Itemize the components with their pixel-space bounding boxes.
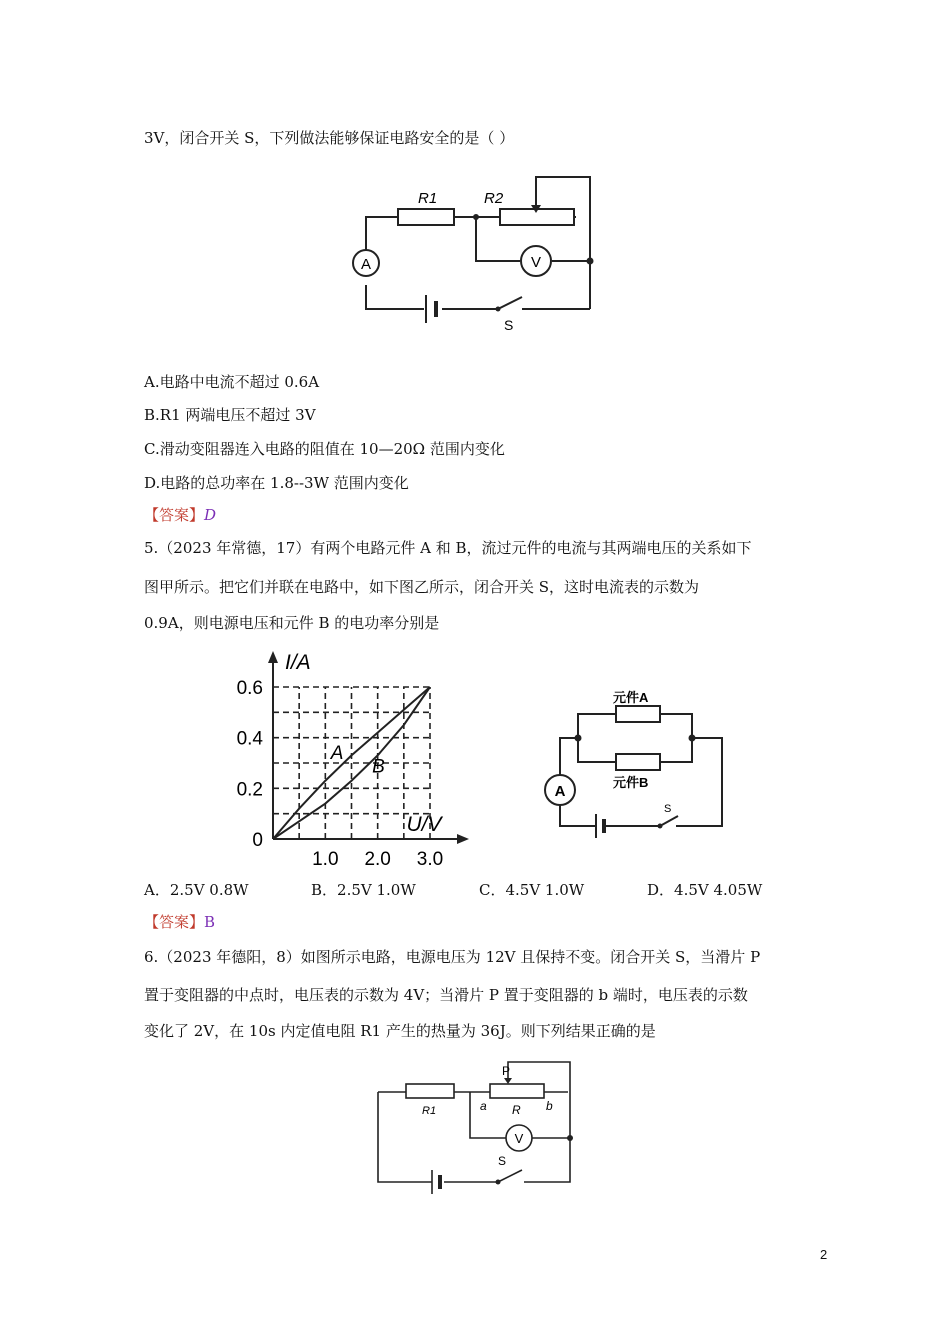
q5-switch-icon <box>660 816 678 826</box>
q4-stem: 3V，闭合开关 S，下列做法能够保证电路安全的是（ ） <box>144 129 515 147</box>
y-tick-label: 0 <box>252 830 263 851</box>
svg-text:R: R <box>512 1103 521 1117</box>
q4-answer-value: D <box>204 506 217 524</box>
q6-rheostat <box>490 1084 544 1098</box>
svg-text:S: S <box>504 317 514 333</box>
q4-circuit-figure <box>340 165 608 341</box>
series-label-A: A <box>330 743 344 764</box>
q4-answer <box>144 504 216 525</box>
y-tick-label: 0.6 <box>236 678 263 699</box>
q5-element-b <box>616 754 660 770</box>
svg-text:R1: R1 <box>418 190 438 207</box>
svg-text:b: b <box>546 1099 553 1113</box>
q4-option-b: B.R1 两端电压不超过 3V <box>144 406 316 424</box>
y-tick-label: 0.2 <box>236 779 263 801</box>
y-axis-arrow-icon <box>268 651 278 663</box>
svg-text:S: S <box>498 1154 507 1168</box>
svg-text:V: V <box>530 254 542 271</box>
y-tick-label: 0.4 <box>236 728 263 750</box>
q5-option-c: C．4.5V 1.0W <box>479 881 585 899</box>
q4-answer-label: 【答案】 <box>144 506 205 524</box>
q6-stem-line2: 置于变阻器的中点时，电压表的示数为 4V；当滑片 P 置于变阻器的 b 端时，电压表的示数 <box>144 986 748 1004</box>
q6-stem-line1: 6.（2023 年德阳，8）如图所示电路，电源电压为 12V 且保持不变。闭合开关 S，当滑片 P <box>144 948 761 966</box>
svg-text:a: a <box>480 1099 487 1113</box>
q5-iv-chart <box>225 645 485 870</box>
q5-stem-line2: 图甲所示。把它们并联在电路中，如下图乙所示，闭合开关 S，这时电流表的示数为 <box>144 578 700 596</box>
svg-text:A: A <box>360 256 372 273</box>
y-axis-label: I/A <box>285 651 311 674</box>
series-label-B: B <box>372 756 385 778</box>
x-tick-label: 3.0 <box>416 849 444 870</box>
q5-option-b: B．2.5V 1.0W <box>311 881 416 899</box>
q6-circuit-figure <box>370 1058 585 1198</box>
svg-text:V: V <box>514 1131 524 1146</box>
q5-answer-value: B <box>204 913 216 931</box>
q5-stem-line3: 0.9A，则电源电压和元件 B 的电功率分别是 <box>144 614 440 632</box>
q6-switch-icon <box>498 1170 522 1182</box>
q4-option-c: C.滑动变阻器连入电路的阻值在 10—20Ω 范围内变化 <box>144 440 505 458</box>
svg-text:P: P <box>502 1064 511 1078</box>
q4-option-d: D.电路的总功率在 1.8--3W 范围内变化 <box>144 474 409 492</box>
svg-text:R1: R1 <box>422 1105 437 1117</box>
x-axis-arrow-icon <box>457 834 469 844</box>
svg-text:A: A <box>554 783 566 800</box>
x-tick-label: 2.0 <box>364 849 391 870</box>
x-tick-label: 1.0 <box>312 849 339 870</box>
svg-text:元件B: 元件B <box>613 775 649 790</box>
q5-answer-label: 【答案】 <box>144 913 205 931</box>
q5-element-a <box>616 706 660 722</box>
q6-stem-line3: 变化了 2V，在 10s 内定值电阻 R1 产生的热量为 36J。则下列结果正确的是 <box>144 1022 656 1040</box>
q4-option-a: A.电路中电流不超过 0.6A <box>144 373 320 391</box>
q5-option-a: A．2.5V 0.8W <box>144 881 249 899</box>
q5-option-d: D．4.5V 4.05W <box>647 881 763 899</box>
svg-text:R2: R2 <box>484 190 504 207</box>
svg-text:S: S <box>664 803 672 815</box>
q5-answer <box>144 911 215 932</box>
svg-text:元件A: 元件A <box>613 690 649 705</box>
x-axis-label: U/V <box>406 813 442 836</box>
q5-stem-line1: 5.（2023 年常德，17）有两个电路元件 A 和 B，流过元件的电流与其两端电压的关系如下 <box>144 539 752 557</box>
page-number: 2 <box>820 1247 828 1262</box>
q6-r1-resistor <box>406 1084 454 1098</box>
q5-parallel-circuit <box>540 680 740 840</box>
